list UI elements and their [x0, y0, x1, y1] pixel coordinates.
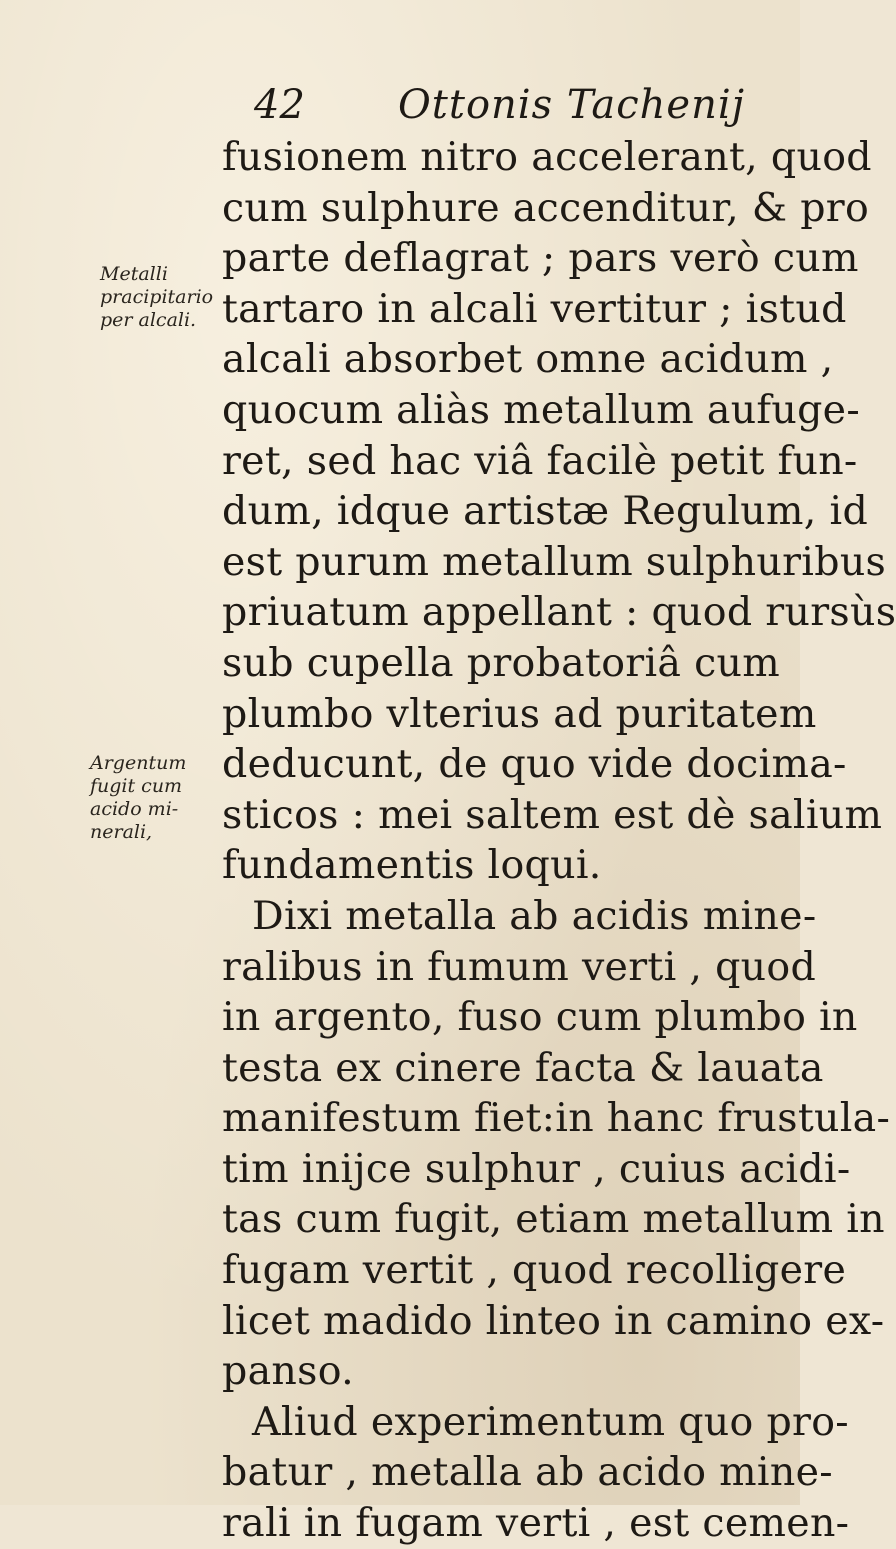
- text-line: licet madido linteo in camino ex-: [222, 1297, 885, 1344]
- text-line: plumbo vlterius ad puritatem: [222, 690, 817, 737]
- text-line: sticos : mei saltem est dè salium: [222, 791, 883, 838]
- page-header: [248, 74, 768, 134]
- margin-note-line: Argentum: [90, 752, 187, 774]
- text-line: tim inijce sulphur , cuius acidi-: [222, 1145, 851, 1192]
- text-line: manifestum fiet:in hanc frustula-: [222, 1095, 891, 1142]
- text-line: tartaro in alcali vertitur ; istud: [222, 285, 847, 332]
- text-line: Dixi metalla ab acidis mine-: [252, 892, 817, 939]
- text-line: dum, idque artistæ Regulum, id: [222, 488, 869, 535]
- margin-note-line: nerali,: [90, 821, 153, 843]
- text-line: alcali absorbet omne acidum ,: [222, 336, 834, 383]
- text-line: fundamentis loqui.: [222, 842, 602, 889]
- margin-note-line: fugit cum: [90, 775, 183, 797]
- text-line: fugam vertit , quod recolligere: [222, 1247, 847, 1294]
- text-line: rali in fugam verti , est cemen-: [222, 1500, 850, 1547]
- text-line: quocum aliàs metallum aufuge-: [222, 386, 860, 433]
- text-line: panso.: [222, 1348, 354, 1395]
- text-line: deducunt, de quo vide docima-: [222, 741, 847, 788]
- text-line: cum sulphure accenditur, & pro: [222, 184, 870, 231]
- body-text: [222, 132, 896, 1549]
- margin-note-line: per alcali.: [100, 309, 197, 331]
- text-line: ret, sed hac viâ facilè petit fun-: [222, 437, 858, 484]
- margin-note-line: Metalli: [100, 263, 168, 285]
- text-line: parte deflagrat ; pars verò cum: [222, 235, 859, 282]
- text-line: ralibus in fumum verti , quod: [222, 943, 817, 990]
- margin-note-line: acido mi-: [90, 798, 179, 820]
- page-number: 42: [254, 82, 305, 128]
- text-line: tas cum fugit, etiam metallum in: [222, 1196, 885, 1243]
- text-line: sub cupella probatoriâ cum: [222, 639, 781, 686]
- text-line: priuatum appellant : quod rursùs: [222, 589, 896, 636]
- text-line: testa ex cinere facta & lauata: [222, 1044, 824, 1091]
- text-line: batur , metalla ab acido mine-: [222, 1449, 833, 1496]
- text-line: est purum metallum sulphuribus: [222, 538, 887, 585]
- text-line: fusionem nitro accelerant, quod: [222, 134, 872, 180]
- margin-note-line: pracipitario: [100, 286, 214, 308]
- running-title: Ottonis Tachenij: [398, 82, 746, 128]
- text-line: in argento, fuso cum plumbo in: [222, 994, 858, 1041]
- text-line: Aliud experimentum quo pro-: [252, 1398, 849, 1445]
